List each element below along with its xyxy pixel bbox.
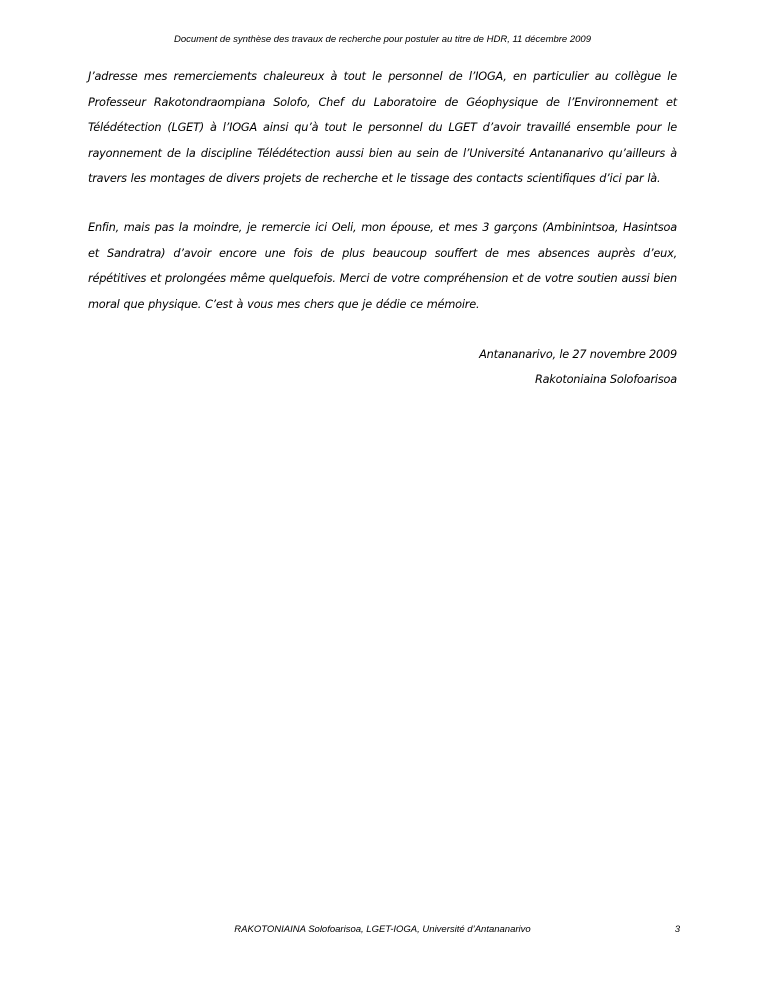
acknowledgement-paragraph-1: J’adresse mes remerciements chaleureux à tout le personnel de l’IOGA, en particulier au collègue le Professeur Rakotondraompiana Solofo, Chef du Laboratoire de Géophysique de l’Environnement et Télédétection (LGET) à l’IOGA ainsi qu’à tout le personnel du LGET d’avoir travaillé ensemble pour le rayonnement de la discipline Télédétection aussi bien au sein de l’Université Antananarivo qu’ailleurs à travers les montages de divers projets de recherche et le tissage des contacts scientifiques d’ici par là. <box>88 70 677 186</box>
page-number: 3 <box>674 924 680 935</box>
signature-name: Rakotoniaina Solofoarisoa <box>534 373 677 386</box>
page-header: Document de synthèse des travaux de recherche pour postuler au titre de HDR, 11 décembre 2009 <box>173 34 591 45</box>
acknowledgement-paragraph-2: Enfin, mais pas la moindre, je remercie ici Oeli, mon épouse, et mes 3 garçons (Ambinintsoa, Hasintsoa et Sandratra) d’avoir encore une fois de plus beaucoup souffert de mes absences auprès d’eux, répétitives et prolongées même quelquefois. Merci de votre compréhension et de votre soutien aussi bien moral que physique. C’est à vous mes chers que je dédie ce mémoire. <box>88 221 677 311</box>
page-footer: RAKOTONIAINA Solofoarisoa, LGET-IOGA, Université d’Antananarivo <box>234 924 531 935</box>
signature-place-date: Antananarivo, le 27 novembre 2009 <box>479 348 677 361</box>
